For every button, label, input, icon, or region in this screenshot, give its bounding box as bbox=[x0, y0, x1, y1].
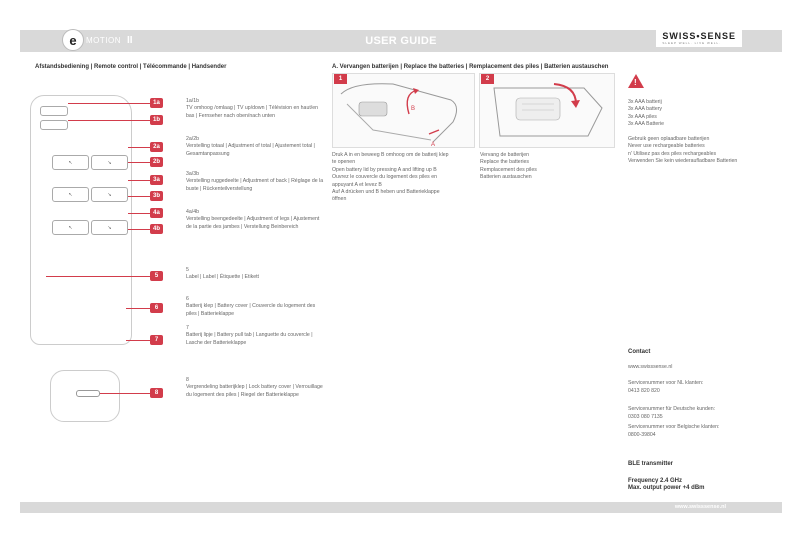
battery-type-line: 3x AAA batterij bbox=[628, 99, 662, 105]
desc-5 bbox=[186, 267, 326, 282]
badge-2b: 2b bbox=[150, 157, 163, 167]
rechargeable-line: Gebruik geen oplaadbare batterijen bbox=[628, 136, 710, 142]
callout-line-4a bbox=[128, 213, 150, 214]
callout-line-1a bbox=[68, 103, 150, 104]
callout-line-2a bbox=[128, 147, 150, 148]
callout-line-7 bbox=[126, 340, 150, 341]
callout-line-3b bbox=[128, 196, 150, 197]
badge-1a: 1a bbox=[150, 98, 163, 108]
footer-bar bbox=[20, 502, 782, 513]
badge-4b: 4b bbox=[150, 224, 163, 234]
desc-5-code: 5 bbox=[186, 267, 189, 273]
desc-1-code: 1a/1b bbox=[186, 98, 199, 104]
step1-line: öffnen bbox=[332, 196, 347, 203]
ble-frequency: Frequency 2.4 GHz bbox=[628, 478, 683, 484]
battery-type-line: 3x AAA battery bbox=[628, 106, 663, 113]
desc-8-text: Vergrendeling batterijklep | Lock battery cover | Verrouillage du logement des piles | Riegel der Batterieklappe bbox=[186, 384, 323, 398]
badge-2a: 2a bbox=[150, 142, 163, 152]
emotion-logo-word: MOTION bbox=[86, 35, 121, 45]
total-down-drawing: ↘ bbox=[91, 155, 128, 170]
step2-line: Remplacement des piles bbox=[480, 166, 537, 173]
rechargeable-line: Verwenden Sie kein wiederaufladbare Batterien bbox=[628, 158, 738, 165]
ble-max-power: Max. output power +4 dBm bbox=[628, 485, 705, 491]
badge-3b: 3b bbox=[150, 191, 163, 201]
rechargeable-line: n' Utilisez pas des piles rechargeables bbox=[628, 150, 717, 157]
badge-8: 8 bbox=[150, 388, 163, 398]
step1-line: Ouvrez le couvercle du logement des piles en bbox=[332, 174, 437, 181]
step1-label-b: B bbox=[411, 106, 416, 112]
callout-line-6 bbox=[126, 308, 150, 309]
contact-be-number: 0800-39804 bbox=[628, 432, 656, 438]
desc-1-text: TV omhoog /omlaag | TV up/down | Télévision en haut/en bas | Fernseher nach oben/nach unten bbox=[186, 105, 318, 119]
page-title: USER GUIDE bbox=[365, 35, 437, 47]
desc-2 bbox=[186, 136, 326, 158]
badge-7: 7 bbox=[150, 335, 163, 345]
swisssense-logo-tagline: SLEEP WELL. LIVE WELL. bbox=[662, 41, 721, 45]
contact-nl-label: Servicenummer voor NL klanten: bbox=[628, 380, 704, 386]
desc-4-text: Verstelling beengedeelte | Adjustment of legs | Ajustement de la partie des jambes | Verstellung Beinbereich bbox=[186, 216, 320, 230]
contact-de-label: Servicenummer für Deutsche kunden: bbox=[628, 406, 716, 412]
battery-type-list bbox=[628, 99, 798, 129]
step2-badge: 2 bbox=[481, 74, 494, 84]
step1-line: Druk A in en beweeg B omhoog om de batterij klep bbox=[332, 152, 449, 158]
swisssense-logo-name: SWISS•SENSE bbox=[662, 31, 736, 41]
badge-1b: 1b bbox=[150, 115, 163, 125]
step1-line: appuyant A et levez B bbox=[332, 181, 382, 188]
desc-7-code: 7 bbox=[186, 325, 189, 331]
desc-6-text: Batterij klep | Battery cover | Couvercle du logement des piles | Batterieklappe bbox=[186, 303, 316, 317]
contact-title: Contact bbox=[628, 349, 651, 355]
emotion-logo-numeral: II bbox=[127, 34, 133, 46]
step2-text bbox=[480, 152, 610, 182]
warning-mark: ! bbox=[634, 78, 637, 87]
emotion-logo-letter: e bbox=[62, 29, 84, 51]
badge-3a: 3a bbox=[150, 175, 163, 185]
callout-line-8 bbox=[100, 393, 150, 394]
step1-line: te openen bbox=[332, 159, 356, 166]
step2-line: Vervang de batterijen bbox=[480, 152, 530, 158]
desc-3 bbox=[186, 171, 326, 193]
contact-website[interactable]: www.swisssense.nl bbox=[628, 364, 673, 370]
legs-buttons-drawing bbox=[52, 220, 128, 235]
contact-nl-number: 0413 820 820 bbox=[628, 388, 660, 394]
contact-de-number: 0303 080 7135 bbox=[628, 414, 663, 420]
step1-badge: 1 bbox=[334, 74, 347, 84]
tv-up-button-drawing bbox=[40, 106, 68, 116]
rechargeable-line: Never use rechargeable batteries bbox=[628, 143, 705, 150]
desc-3-text: Verstelling ruggedeelte | Adjustment of back | Réglage de la buste | Rückenteilverstellung bbox=[186, 178, 324, 192]
desc-7 bbox=[186, 325, 326, 347]
step1-label-a: A bbox=[431, 142, 436, 147]
step1-illustration bbox=[332, 73, 475, 148]
step2-drawing bbox=[480, 74, 614, 147]
step1-text bbox=[332, 152, 474, 204]
contact-be-label: Servicenummer voor Belgische klanten: bbox=[628, 424, 720, 430]
desc-4-code: 4a/4b bbox=[186, 209, 199, 215]
desc-8-code: 8 bbox=[186, 377, 189, 383]
legs-up-drawing: ↖ bbox=[52, 220, 89, 235]
total-up-drawing: ↖ bbox=[52, 155, 89, 170]
footer-url[interactable]: www.swisssense.nl bbox=[674, 504, 726, 510]
step1-line: Auf A drücken und B heben und Batterieklappe bbox=[332, 189, 440, 196]
desc-5-text: Label | Label | Étiquette | Etikett bbox=[186, 274, 259, 281]
back-down-drawing: ↘ bbox=[91, 187, 128, 202]
battery-section-title: A. Vervangen batterijen | Replace the batteries | Remplacement des piles | Batterien austauschen bbox=[332, 64, 609, 70]
legs-down-drawing: ↘ bbox=[91, 220, 128, 235]
desc-6-code: 6 bbox=[186, 296, 189, 302]
back-up-drawing: ↖ bbox=[52, 187, 89, 202]
total-buttons-drawing bbox=[52, 155, 128, 170]
callout-line-1b bbox=[68, 120, 150, 121]
battery-type-line: 3x AAA piles bbox=[628, 113, 657, 120]
rechargeable-warning bbox=[628, 136, 798, 166]
badge-5: 5 bbox=[150, 271, 163, 281]
desc-7-text: Batterij lipje | Battery pull tab | Languette du couvercle | Lasche der Batterieklappe bbox=[186, 332, 313, 346]
desc-6 bbox=[186, 296, 326, 318]
swisssense-logo bbox=[656, 29, 742, 47]
desc-2-code: 2a/2b bbox=[186, 136, 199, 142]
callout-line-4b bbox=[128, 229, 150, 230]
desc-8 bbox=[186, 377, 326, 399]
ble-title: BLE transmitter bbox=[628, 461, 674, 467]
badge-4a: 4a bbox=[150, 208, 163, 218]
step2-line: Replace the batteries bbox=[480, 159, 530, 166]
back-buttons-drawing bbox=[52, 187, 128, 202]
badge-6: 6 bbox=[150, 303, 163, 313]
callout-line-3a bbox=[128, 180, 150, 181]
desc-2-text: Verstelling totaal | Adjustment of total | Ajustement total | Gesamtanpassung bbox=[186, 143, 315, 157]
emotion-logo bbox=[62, 25, 133, 55]
step2-line: Batterien austauschen bbox=[480, 174, 532, 181]
battery-lock-slot-drawing bbox=[76, 390, 100, 397]
step1-drawing bbox=[333, 74, 474, 147]
step1-line: Open battery lid by pressing A and lifting up B bbox=[332, 166, 437, 173]
battery-type-line: 3x AAA Batterie bbox=[628, 121, 665, 128]
desc-1 bbox=[186, 98, 326, 120]
step2-illustration bbox=[479, 73, 615, 148]
remote-section-title: Afstandsbediening | Remote control | Télécommande | Handsender bbox=[35, 64, 227, 70]
callout-line-5 bbox=[46, 276, 150, 277]
desc-4 bbox=[186, 209, 326, 231]
callout-line-2b bbox=[128, 162, 150, 163]
tv-down-button-drawing bbox=[40, 120, 68, 130]
desc-3-code: 3a/3b bbox=[186, 171, 199, 177]
